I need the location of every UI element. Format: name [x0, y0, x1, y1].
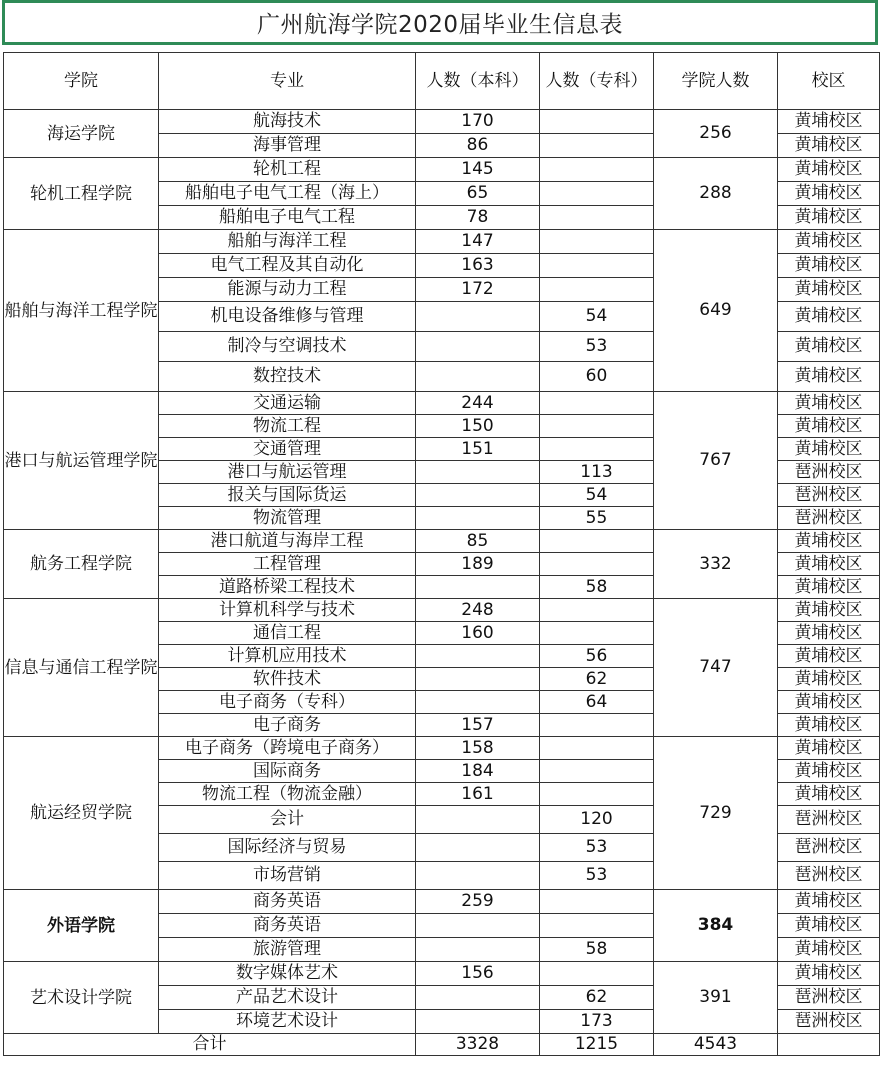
undergrad-count: 150: [416, 415, 540, 438]
junior-count: 55: [540, 507, 654, 530]
header-major: 专业: [159, 53, 416, 110]
major-name: 商务英语: [159, 914, 416, 938]
junior-count: [540, 206, 654, 230]
campus: 黄埔校区: [778, 302, 880, 332]
campus: 琶洲校区: [778, 806, 880, 834]
undergrad-count: 172: [416, 278, 540, 302]
junior-count: 53: [540, 332, 654, 362]
junior-count: [540, 278, 654, 302]
campus: 黄埔校区: [778, 645, 880, 668]
table-row: [4, 530, 880, 553]
major-name: 航海技术: [159, 110, 416, 134]
major-name: 报关与国际货运: [159, 484, 416, 507]
major-name: 工程管理: [159, 553, 416, 576]
junior-count: [540, 760, 654, 783]
campus: 黄埔校区: [778, 110, 880, 134]
undergrad-count: 78: [416, 206, 540, 230]
college-name: 海运学院: [4, 110, 159, 158]
campus: 琶洲校区: [778, 986, 880, 1010]
campus: 琶洲校区: [778, 507, 880, 530]
table-row: [4, 962, 880, 986]
major-name: 物流工程: [159, 415, 416, 438]
undergrad-count: 248: [416, 599, 540, 622]
major-name: 船舶与海洋工程: [159, 230, 416, 254]
junior-count: [540, 438, 654, 461]
junior-count: [540, 254, 654, 278]
major-name: 环境艺术设计: [159, 1010, 416, 1034]
major-name: 通信工程: [159, 622, 416, 645]
undergrad-count: 158: [416, 737, 540, 760]
table-row: [4, 392, 880, 415]
undergrad-count: [416, 461, 540, 484]
undergrad-count: 156: [416, 962, 540, 986]
major-name: 数字媒体艺术: [159, 962, 416, 986]
major-name: 交通运输: [159, 392, 416, 415]
undergrad-count: 151: [416, 438, 540, 461]
campus: 黄埔校区: [778, 599, 880, 622]
college-total: 649: [654, 230, 778, 392]
major-name: 轮机工程: [159, 158, 416, 182]
junior-count: 54: [540, 484, 654, 507]
major-name: 会计: [159, 806, 416, 834]
junior-count: 53: [540, 862, 654, 890]
major-name: 软件技术: [159, 668, 416, 691]
major-name: 能源与动力工程: [159, 278, 416, 302]
undergrad-count: [416, 302, 540, 332]
undergrad-count: 65: [416, 182, 540, 206]
junior-count: 58: [540, 576, 654, 599]
undergrad-count: 145: [416, 158, 540, 182]
junior-count: 58: [540, 938, 654, 962]
undergrad-count: 157: [416, 714, 540, 737]
undergrad-count: [416, 834, 540, 862]
major-name: 电子商务（跨境电子商务）: [159, 737, 416, 760]
major-name: 电子商务: [159, 714, 416, 737]
campus: 黄埔校区: [778, 553, 880, 576]
undergrad-count: 147: [416, 230, 540, 254]
junior-count: 113: [540, 461, 654, 484]
campus: 黄埔校区: [778, 938, 880, 962]
campus: 黄埔校区: [778, 760, 880, 783]
junior-count: [540, 783, 654, 806]
junior-count: [540, 622, 654, 645]
college-total: 391: [654, 962, 778, 1034]
major-name: 电子商务（专科）: [159, 691, 416, 714]
college-name: 外语学院: [4, 890, 159, 962]
junior-count: 62: [540, 986, 654, 1010]
undergrad-count: [416, 668, 540, 691]
major-name: 市场营销: [159, 862, 416, 890]
campus: 黄埔校区: [778, 438, 880, 461]
table-row: [4, 110, 880, 134]
junior-count: 120: [540, 806, 654, 834]
total-junior: 1215: [540, 1034, 654, 1056]
campus: 黄埔校区: [778, 230, 880, 254]
major-name: 电气工程及其自动化: [159, 254, 416, 278]
campus: 黄埔校区: [778, 415, 880, 438]
college-total: 729: [654, 737, 778, 890]
college-total: 256: [654, 110, 778, 158]
junior-count: [540, 890, 654, 914]
major-name: 国际经济与贸易: [159, 834, 416, 862]
college-name: 信息与通信工程学院: [4, 599, 159, 737]
header-row: [4, 53, 880, 110]
junior-count: 62: [540, 668, 654, 691]
college-total: 384: [654, 890, 778, 962]
total-campus-empty: [778, 1034, 880, 1056]
table-title: 广州航海学院2020届毕业生信息表: [2, 0, 878, 45]
junior-count: [540, 134, 654, 158]
college-name: 轮机工程学院: [4, 158, 159, 230]
undergrad-count: 259: [416, 890, 540, 914]
undergrad-count: 244: [416, 392, 540, 415]
college-name: 港口与航运管理学院: [4, 392, 159, 530]
table-row: [4, 599, 880, 622]
undergrad-count: [416, 507, 540, 530]
table-row: [4, 230, 880, 254]
major-name: 数控技术: [159, 362, 416, 392]
major-name: 交通管理: [159, 438, 416, 461]
junior-count: [540, 110, 654, 134]
undergrad-count: 189: [416, 553, 540, 576]
junior-count: [540, 737, 654, 760]
campus: 黄埔校区: [778, 278, 880, 302]
junior-count: [540, 392, 654, 415]
total-label: 合计: [4, 1034, 416, 1056]
major-name: 物流管理: [159, 507, 416, 530]
major-name: 旅游管理: [159, 938, 416, 962]
campus: 黄埔校区: [778, 576, 880, 599]
undergrad-count: 86: [416, 134, 540, 158]
campus: 黄埔校区: [778, 622, 880, 645]
junior-count: [540, 415, 654, 438]
campus: 黄埔校区: [778, 392, 880, 415]
campus: 黄埔校区: [778, 783, 880, 806]
major-name: 海事管理: [159, 134, 416, 158]
major-name: 计算机科学与技术: [159, 599, 416, 622]
campus: 黄埔校区: [778, 332, 880, 362]
college-name: 船舶与海洋工程学院: [4, 230, 159, 392]
undergrad-count: [416, 806, 540, 834]
campus: 黄埔校区: [778, 714, 880, 737]
junior-count: [540, 914, 654, 938]
college-total: 288: [654, 158, 778, 230]
junior-count: 173: [540, 1010, 654, 1034]
undergrad-count: [416, 576, 540, 599]
undergrad-count: [416, 332, 540, 362]
campus: 黄埔校区: [778, 962, 880, 986]
table-body: [4, 110, 880, 1034]
campus: 黄埔校区: [778, 668, 880, 691]
junior-count: [540, 158, 654, 182]
undergrad-count: [416, 484, 540, 507]
undergrad-count: 184: [416, 760, 540, 783]
junior-count: [540, 553, 654, 576]
campus: 黄埔校区: [778, 134, 880, 158]
undergrad-count: [416, 938, 540, 962]
college-name: 艺术设计学院: [4, 962, 159, 1034]
major-name: 商务英语: [159, 890, 416, 914]
campus: 黄埔校区: [778, 158, 880, 182]
total-undergrad: 3328: [416, 1034, 540, 1056]
campus: 黄埔校区: [778, 691, 880, 714]
campus: 黄埔校区: [778, 254, 880, 278]
table-row: [4, 737, 880, 760]
total-all: 4543: [654, 1034, 778, 1056]
major-name: 道路桥梁工程技术: [159, 576, 416, 599]
campus: 黄埔校区: [778, 530, 880, 553]
header-campus: 校区: [778, 53, 880, 110]
college-total: 747: [654, 599, 778, 737]
junior-count: 56: [540, 645, 654, 668]
college-total: 332: [654, 530, 778, 599]
campus: 琶洲校区: [778, 1010, 880, 1034]
major-name: 制冷与空调技术: [159, 332, 416, 362]
campus: 琶洲校区: [778, 484, 880, 507]
junior-count: [540, 530, 654, 553]
campus: 琶洲校区: [778, 862, 880, 890]
undergrad-count: [416, 1010, 540, 1034]
major-name: 产品艺术设计: [159, 986, 416, 1010]
junior-count: [540, 230, 654, 254]
junior-count: 54: [540, 302, 654, 332]
major-name: 机电设备维修与管理: [159, 302, 416, 332]
undergrad-count: 160: [416, 622, 540, 645]
junior-count: 53: [540, 834, 654, 862]
undergrad-count: [416, 362, 540, 392]
campus: 黄埔校区: [778, 182, 880, 206]
major-name: 港口航道与海岸工程: [159, 530, 416, 553]
college-total: 767: [654, 392, 778, 530]
major-name: 船舶电子电气工程: [159, 206, 416, 230]
undergrad-count: 161: [416, 783, 540, 806]
junior-count: [540, 962, 654, 986]
header-college-total: 学院人数: [654, 53, 778, 110]
major-name: 计算机应用技术: [159, 645, 416, 668]
campus: 琶洲校区: [778, 461, 880, 484]
undergrad-count: 85: [416, 530, 540, 553]
table-row: [4, 158, 880, 182]
major-name: 物流工程（物流金融）: [159, 783, 416, 806]
junior-count: [540, 182, 654, 206]
campus: 黄埔校区: [778, 737, 880, 760]
total-row: [4, 1034, 880, 1056]
table-row: [4, 890, 880, 914]
undergrad-count: [416, 862, 540, 890]
junior-count: 64: [540, 691, 654, 714]
campus: 琶洲校区: [778, 834, 880, 862]
undergrad-count: 163: [416, 254, 540, 278]
college-name: 航运经贸学院: [4, 737, 159, 890]
undergrad-count: [416, 691, 540, 714]
undergrad-count: [416, 986, 540, 1010]
undergrad-count: 170: [416, 110, 540, 134]
header-undergrad: 人数（本科）: [416, 53, 540, 110]
campus: 黄埔校区: [778, 362, 880, 392]
major-name: 国际商务: [159, 760, 416, 783]
header-college: 学院: [4, 53, 159, 110]
junior-count: 60: [540, 362, 654, 392]
junior-count: [540, 599, 654, 622]
campus: 黄埔校区: [778, 206, 880, 230]
major-name: 港口与航运管理: [159, 461, 416, 484]
undergrad-count: [416, 645, 540, 668]
header-junior: 人数（专科）: [540, 53, 654, 110]
campus: 黄埔校区: [778, 890, 880, 914]
junior-count: [540, 714, 654, 737]
college-name: 航务工程学院: [4, 530, 159, 599]
undergrad-count: [416, 914, 540, 938]
graduate-info-table: [3, 52, 880, 1056]
major-name: 船舶电子电气工程（海上）: [159, 182, 416, 206]
campus: 黄埔校区: [778, 914, 880, 938]
